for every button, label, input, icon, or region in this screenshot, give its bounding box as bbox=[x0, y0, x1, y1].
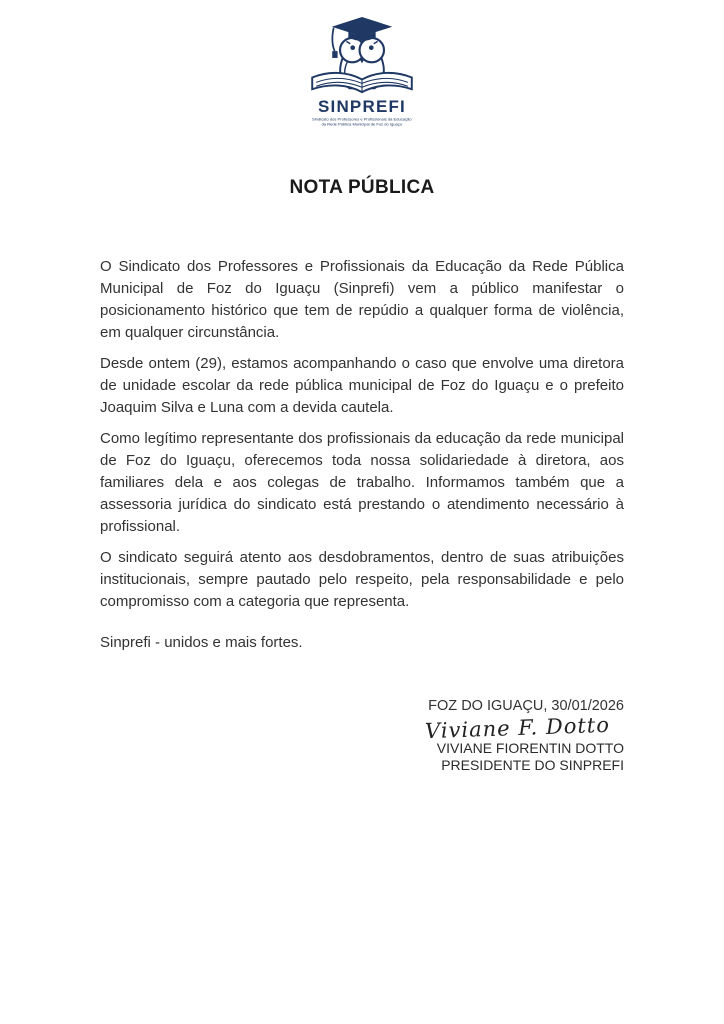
owl-graduation-book-logo-icon bbox=[308, 15, 416, 97]
slogan: Sinprefi - unidos e mais fortes. bbox=[100, 634, 303, 651]
place-and-date: FOZ DO IGUAÇU, 30/01/2026 bbox=[428, 698, 624, 714]
document-body bbox=[100, 256, 624, 774]
sinprefi-logo bbox=[0, 0, 724, 130]
brand-tagline bbox=[312, 117, 412, 128]
paragraph-2: Desde ontem (29), estamos acompanhando o caso que envolve uma diretora de unidade escolar da rede pública municipal de Foz do Iguaçu e o prefeito Joaquim Silva e Luna com a devida cautela. bbox=[100, 355, 624, 416]
document-title: NOTA PÚBLICA bbox=[289, 177, 435, 198]
signature-block bbox=[100, 697, 624, 774]
paragraph-1: O Sindicato dos Professores e Profissionais da Educação da Rede Pública Municipal de Foz do Iguaçu (Sinprefi) vem a público manifestar o posicionamento histórico que tem de repúdio a qualquer forma de violência, em qualquer circunstância. bbox=[100, 258, 624, 341]
signer-name: VIVIANE FIORENTIN DOTTO bbox=[436, 740, 624, 756]
paragraph-3: Como legítimo representante dos profissionais da educação da rede municipal de Foz do Iguaçu, oferecemos toda nossa solidariedade à diretora, aos familiares dela e aos colegas de trabalho. Informamos também que a assessoria jurídica do sindicato está prestando o atendimento necessário à profissional. bbox=[100, 430, 624, 535]
brand-name: SINPREFI bbox=[317, 97, 406, 116]
handwritten-signature: Viviane F. Dotto bbox=[424, 712, 611, 744]
signer-role: PRESIDENTE DO SINPREFI bbox=[441, 757, 624, 773]
brand-tagline-line1: Sindicato dos Professores e Profissionais da Educação bbox=[312, 117, 412, 122]
paragraph-4: O sindicato seguirá atento aos desdobramentos, dentro de suas atribuições institucionais, sempre pautado pelo respeito, pela responsabilidade e pelo compromisso com a categoria que representa. bbox=[100, 549, 624, 610]
brand-tagline-line2: da Rede Pública Municipal de Foz do Iguaçu bbox=[321, 122, 403, 127]
